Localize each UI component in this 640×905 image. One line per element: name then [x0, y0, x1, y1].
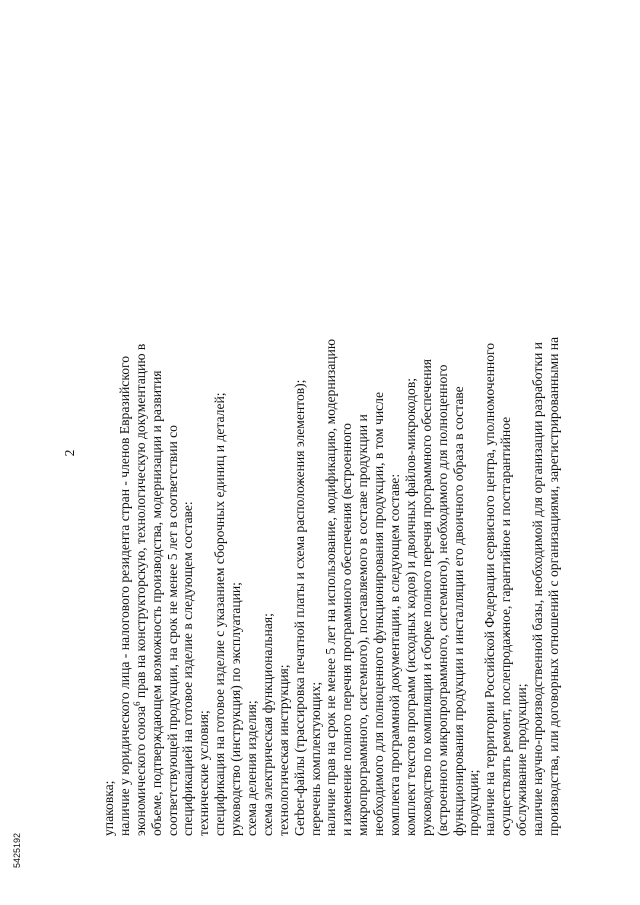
text-line: схема деления изделия;	[244, 699, 260, 836]
text-line: наличие научно-производственной базы, необходимой для организации разработки и	[530, 341, 546, 836]
text-line: спецификация на готовое изделие с указанием сборочных единиц и деталей;	[212, 391, 228, 836]
text-fragment: прав на конструкторскую, технологическую документацию в	[132, 343, 148, 701]
text-line: Gerber-файлы (трассировка печатной платы и схема расположения элементов);	[291, 379, 307, 836]
text-line: производства, или договорных отношений с организациями, зарегистрированными на	[545, 336, 561, 836]
text-line: функционирования продукции и инсталляции его двоичного образа в составе	[450, 385, 466, 836]
text-line: комплект текстов программ (исходных кодов) и двоичных файлов-микрокодов;	[402, 377, 418, 836]
text-line: схема электрическая функциональная;	[259, 612, 275, 836]
text-line: осуществлять ремонт, послепродажное, гарантийное и постгарантийное	[498, 416, 514, 836]
page-number: 2	[62, 449, 77, 456]
document-code: 5425192	[12, 832, 22, 868]
text-line: спецификацией на готовое изделие в следующем составе:	[180, 500, 196, 836]
footnote-mark: 6	[131, 700, 142, 706]
text-line: микропрограммного, системного), поставляемого в составе продукции и	[355, 413, 371, 836]
text-line: соответствующей продукции, на срок не менее 5 лет в соответствии со	[164, 424, 180, 836]
text-line: продукции;	[466, 769, 482, 836]
text-line: (встроенного микропрограммного, системного), необходимого для полноценного	[434, 364, 450, 836]
text-line: перечень комплектующих;	[307, 681, 323, 836]
text-line: наличие у юридического лица - налогового резидента стран - членов Евразийского	[116, 355, 132, 836]
text-line: обслуживание продукции;	[514, 683, 530, 836]
text-fragment: экономического союза	[132, 705, 148, 836]
text-line: наличие на территории Российской Федерации сервисного центра, уполномоченного	[482, 342, 498, 836]
text-line: технологическая инструкция;	[275, 663, 291, 836]
text-line	[133, 48, 149, 836]
text-line: необходимого для полноценного функционирования продукции, в том числе	[371, 391, 387, 836]
text-line: технические условия;	[196, 709, 212, 836]
text-line: наличие прав на срок не менее 5 лет на использование, модификацию, модернизацию	[323, 338, 339, 836]
rotated-text-block	[60, 48, 580, 858]
document-body	[60, 48, 562, 836]
text-line: руководство (инструкция) по эксплуатации;	[228, 581, 244, 836]
text-line: объеме, подтверждающем возможность производства, модернизации и развития	[148, 370, 164, 836]
text-line: комплекта программной документации, в следующем составе:	[387, 473, 403, 836]
text-line: упаковка;	[101, 780, 116, 836]
text-line: и изменение полного перечня программного обеспечения (встроенного	[339, 422, 355, 836]
text-line: руководство по компиляции и сборке полного перечня программного обеспечения	[418, 358, 434, 836]
